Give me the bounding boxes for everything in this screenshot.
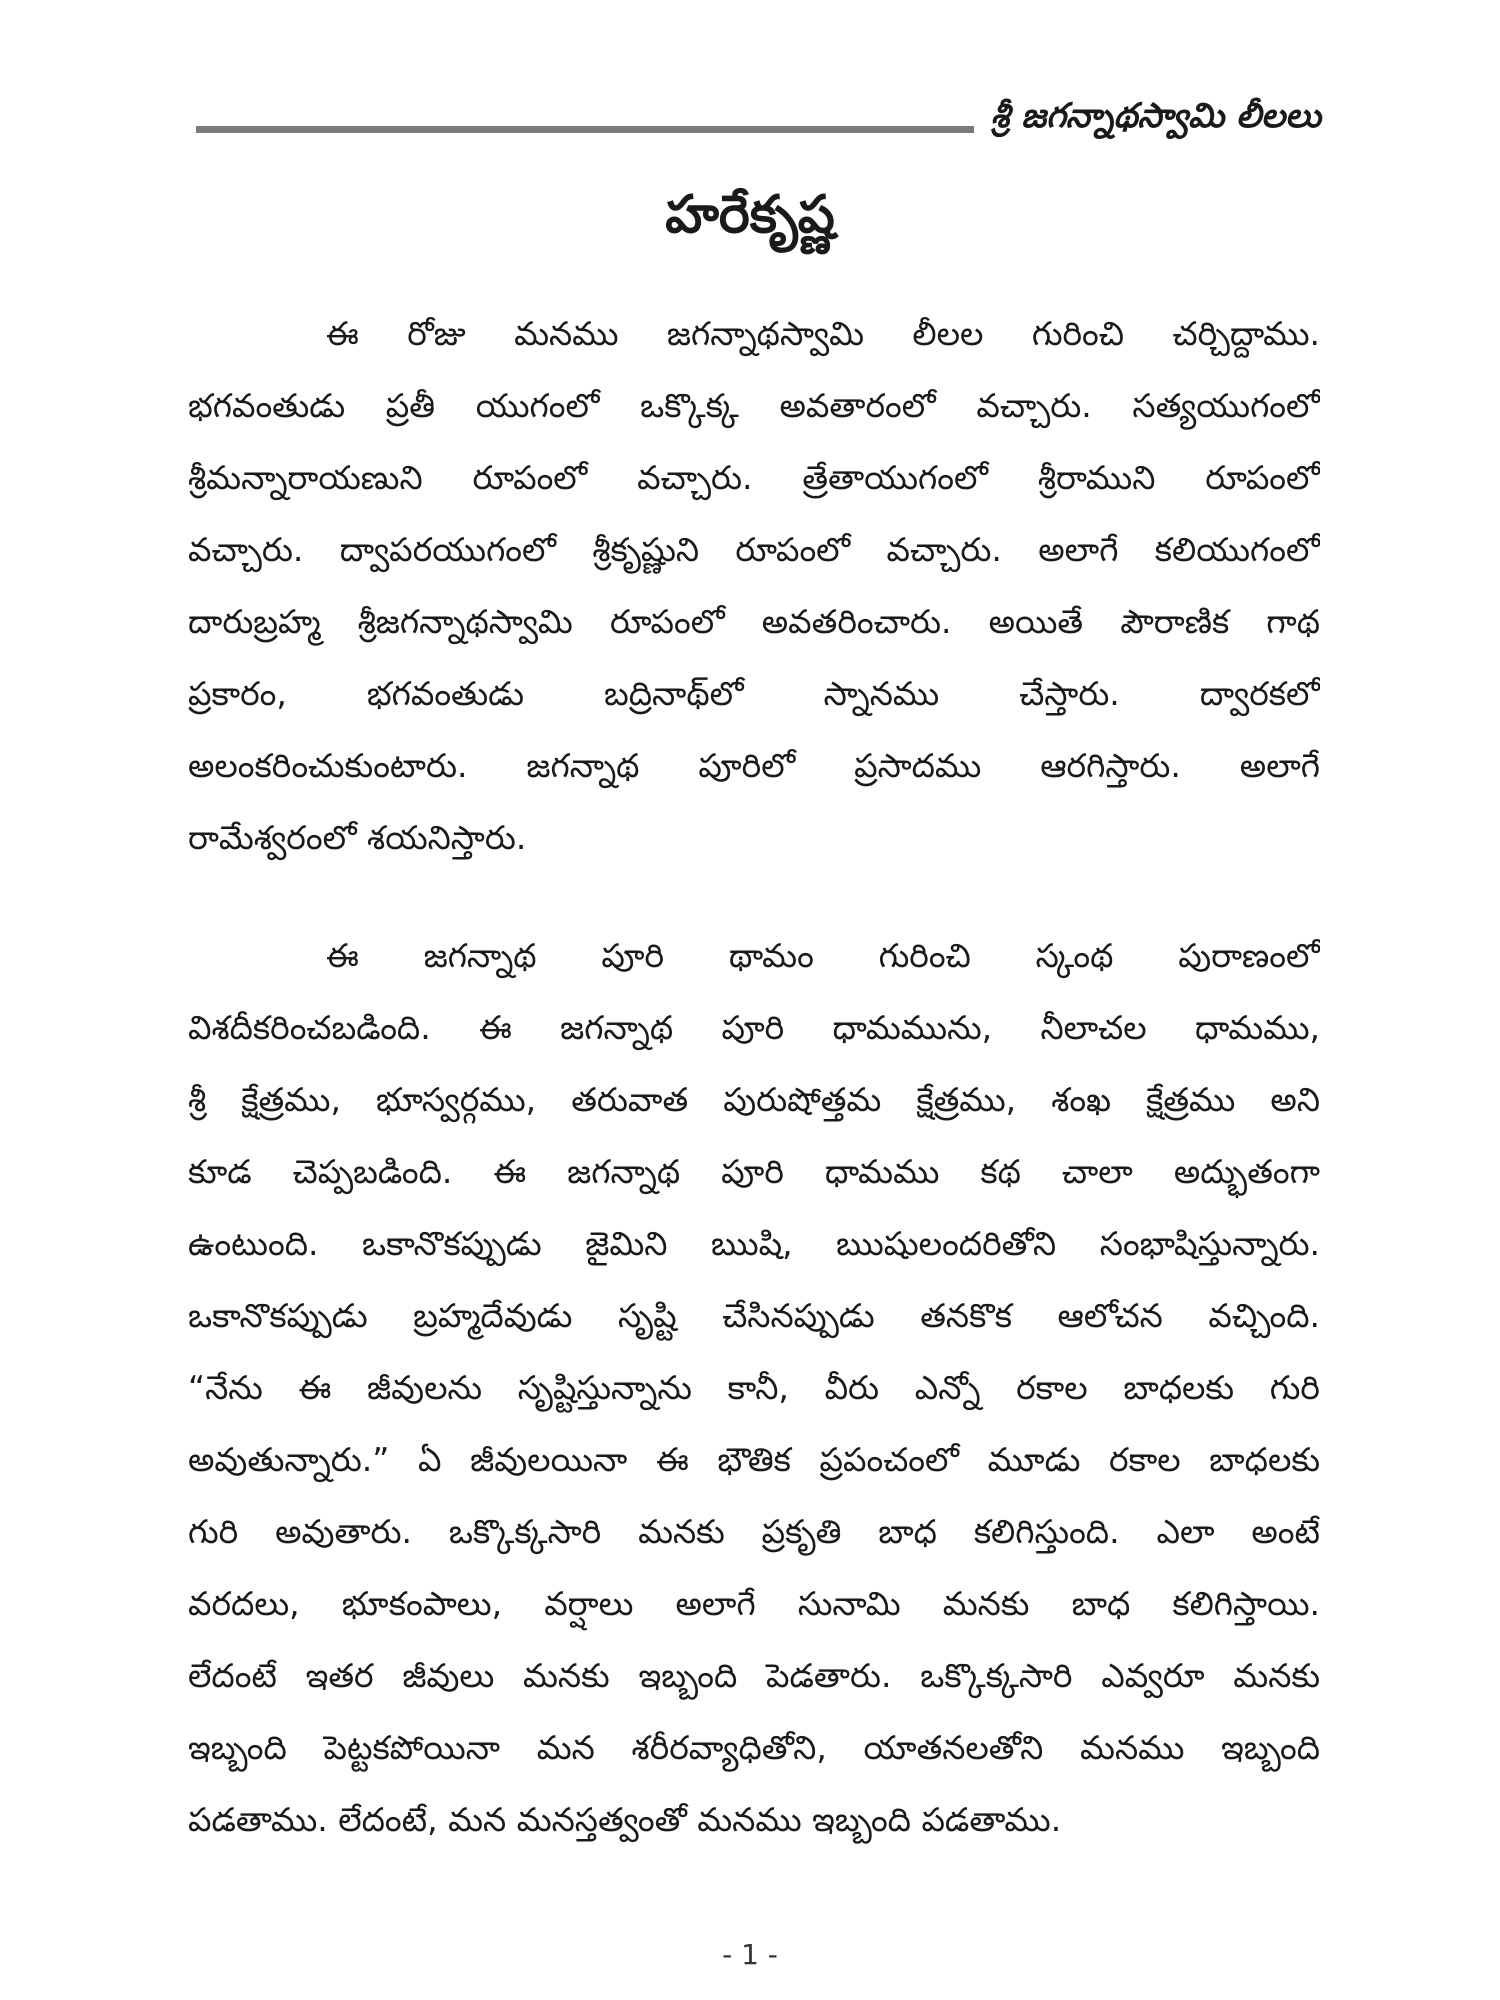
body-text	[188, 298, 1320, 1856]
text-line: శ్రీమన్నారాయణుని రూపంలో వచ్చారు. త్రేతాయుగంలో శ్రీరాముని రూపంలో	[188, 458, 1320, 497]
running-header	[196, 96, 1321, 148]
text-line: ఉంటుంది. ఒకానొకప్పుడు జైమిని ఋషి, ఋషులందరితోని సంభాషిస్తున్నారు.	[188, 1224, 1320, 1263]
text-line: ఒకానొకప్పుడు బ్రహ్మదేవుడు సృష్టి చేసినప్పుడు తనకొక ఆలోచన వచ్చింది.	[188, 1296, 1320, 1335]
text-line: లేదంటే ఇతర జీవులు మనకు ఇబ్బంది పెడతారు. ఒక్కొక్కసారి ఎవ్వరూ మనకు	[188, 1656, 1320, 1695]
text-line: అవుతున్నారు.” ఏ జీవులయినా ఈ భౌతిక ప్రపంచంలో మూడు రకాల బాధలకు	[188, 1440, 1320, 1479]
text-line: రామేశ్వరంలో శయనిస్తారు.	[188, 818, 527, 857]
text-line: ప్రకారం, భగవంతుడు బద్రినాథ్‌లో స్నానము చేస్తారు. ద్వారకలో	[188, 674, 1320, 713]
text-line: కూడ చెప్పబడింది. ఈ జగన్నాథ పూరి ధామము కథ చాలా అద్భుతంగా	[188, 1152, 1320, 1191]
text-line: ఈ రోజు మనము జగన్నాథస్వామి లీలల గురించి చర్చిద్దాము.	[326, 314, 1320, 353]
page-title: హరేకృష్ణ	[665, 185, 835, 245]
paragraph-1	[188, 298, 1320, 874]
text-line: ఈ జగన్నాథ పూరి థామం గురించి స్కంథ పురాణంలో	[326, 936, 1320, 975]
text-line: గురి అవుతారు. ఒక్కొక్కసారి మనకు ప్రకృతి బాధ కలిగిస్తుంది. ఎలా అంటే	[188, 1512, 1320, 1551]
text-line: భగవంతుడు ప్రతీ యుగంలో ఒక్కొక్క అవతారంలో వచ్చారు. సత్యయుగంలో	[188, 386, 1320, 425]
text-line: దారుబ్రహ్మ శ్రీజగన్నాథస్వామి రూపంలో అవతరించారు. అయితే పౌరాణిక గాథ	[188, 602, 1320, 641]
text-line: వరదలు, భూకంపాలు, వర్షాలు అలాగే సునామి మనకు బాధ కలిగిస్తాయి.	[188, 1584, 1320, 1623]
paragraph-2	[188, 920, 1320, 1856]
text-line: “నేను ఈ జీవులను సృష్టిస్తున్నాను కానీ, వీరు ఎన్నో రకాల బాధలకు గురి	[188, 1368, 1320, 1407]
text-line: ఇబ్బంది పెట్టకపోయినా మన శరీరవ్యాధితోని, యాతనలతోని మనము ఇబ్బంది	[188, 1728, 1320, 1767]
header-book-title: శ్రీ జగన్నాథస్వామి లీలలు	[990, 96, 1321, 136]
text-line: పడతాము. లేదంటే, మన మనస్తత్వంతో మనము ఇబ్బంది పడతాము.	[188, 1800, 1062, 1839]
text-line: అలంకరించుకుంటారు. జగన్నాథ పూరిలో ప్రసాదము ఆరగిస్తారు. అలాగే	[188, 746, 1320, 785]
text-line: విశదీకరించబడింది. ఈ జగన్నాథ పూరి ధామమును, నీలాచల ధామము,	[188, 1008, 1320, 1047]
page-number: - 1 -	[722, 1938, 778, 1971]
text-line: శ్రీ క్షేత్రము, భూస్వర్గము, తరువాత పురుషోత్తమ క్షేత్రము, శంఖ క్షేత్రము అని	[188, 1080, 1320, 1119]
header-rule	[196, 126, 974, 133]
text-line: వచ్చారు. ద్వాపరయుగంలో శ్రీకృష్ణుని రూపంలో వచ్చారు. అలాగే కలియుగంలో	[188, 530, 1320, 569]
